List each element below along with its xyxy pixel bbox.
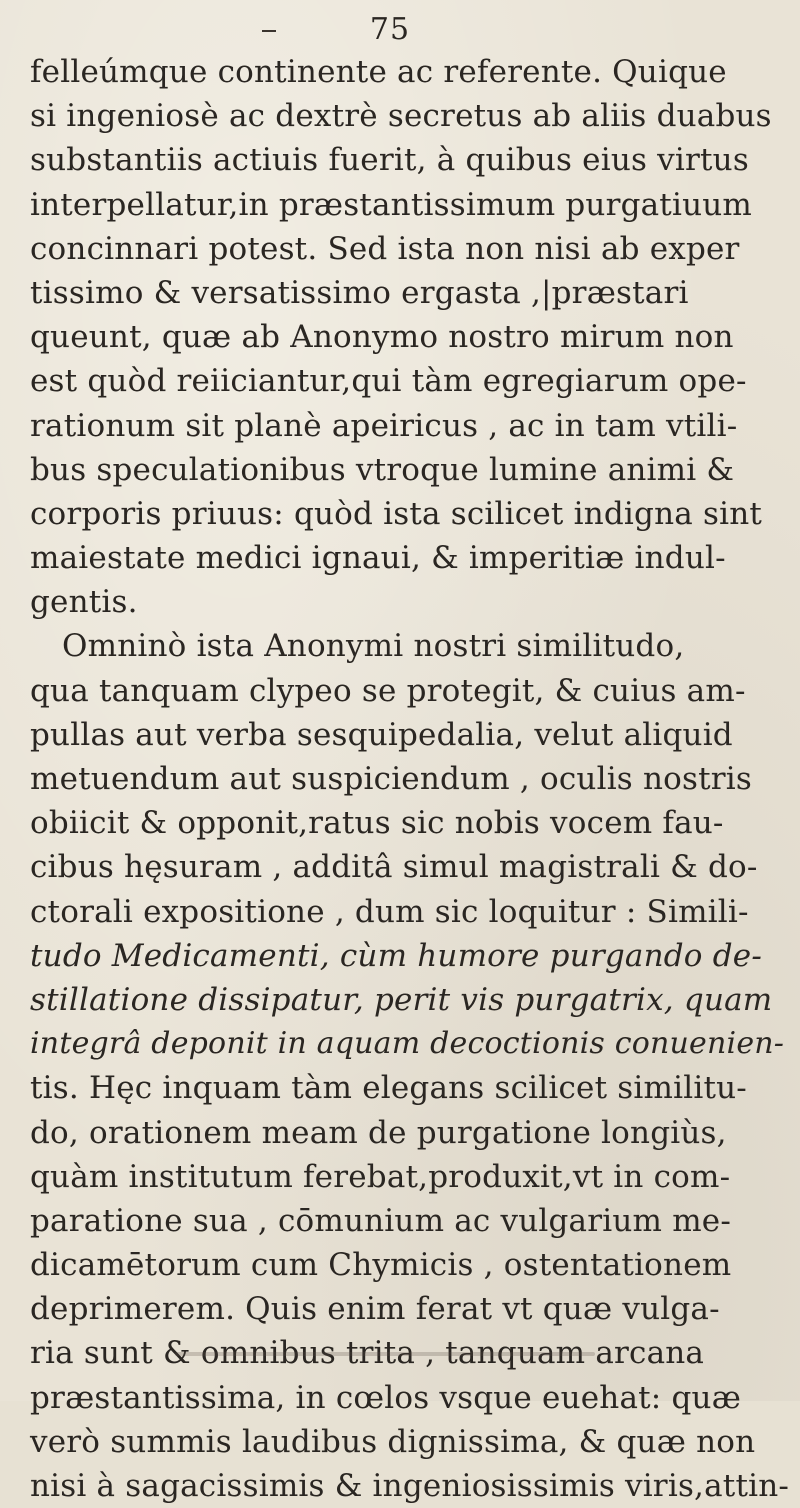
text-line: substantiis actiuis fuerit, à quibus eius virtus [30,142,749,179]
header-dash [262,30,276,32]
text-line: concinnari potest. Sed ista non nisi ab exper [30,230,740,267]
paragraph-start-line: Omninò ista Anonymi nostri similitudo, [62,628,685,665]
text-line: dicamētorum cum Chymicis , ostentationem [30,1247,732,1284]
text-line: est quòd reiiciantur,qui tàm egregiarum ope- [30,363,747,400]
text-line: maiestate medici ignaui, & imperitiæ indul- [30,540,726,577]
quotation-line: integrâ deponit in aquam decoctionis conuenien- [30,1026,785,1062]
page-number: 75 [369,12,411,47]
bleed-through-smudge [175,1352,595,1356]
text-line: nisi à sagacissimis & ingeniosissimis viris,attin- [30,1468,790,1504]
body-text [30,50,792,1508]
text-line: præstantissima, in cœlos vsque euehat: quæ [30,1379,742,1416]
text-line: qua tanquam clypeo se protegit, & cuius am- [30,672,746,709]
text-line: quàm institutum ferebat,produxit,vt in com- [30,1158,731,1195]
text-line: obiicit & opponit,ratus sic nobis vocem fau- [30,805,724,842]
text-line: do, orationem meam de purgatione longiùs, [30,1114,727,1151]
text-line: si ingeniosè ac dextrè secretus ab aliis duabus [30,98,772,135]
text-line: pullas aut verba sesquipedalia, velut aliquid [30,716,733,753]
text-line: verò summis laudibus dignissima, & quæ non [30,1423,756,1460]
text-line: cibus hęsuram , additâ simul magistrali & do- [30,849,758,886]
text-line: felleúmque continente ac referente. Quique [30,54,727,90]
text-line: tissimo & versatissimo ergasta ,|præstari [30,274,689,311]
text-line: ria sunt & omnibus trita , tanquam arcana [30,1335,705,1372]
text-line: bus speculationibus vtroque lumine animi & [30,451,735,488]
quotation-line: tudo Medicamenti, cùm humore purgando de- [30,937,762,974]
quotation-line: stillatione dissipatur, perit vis purgatrix, quam [30,981,773,1018]
text-line: paratione sua , cōmunium ac vulgarium me- [30,1202,732,1239]
text-line: deprimerem. Quis enim ferat vt quæ vulga- [30,1291,720,1328]
text-line: tis. Hęc inquam tàm elegans scilicet similitu- [30,1070,747,1107]
text-line: gentis. [30,584,138,621]
text-line: rationum sit planè apeiricus , ac in tam vtili- [30,407,738,444]
text-line: metuendum aut suspiciendum , oculis nostris [30,761,753,797]
text-line: queunt, quæ ab Anonymo nostro mirum non [30,319,734,356]
text-line: corporis priuus: quòd ista scilicet indigna sint [30,495,763,532]
text-line: interpellatur,in præstantissimum purgatiuum [30,186,753,223]
text-line: ctorali expositione , dum sic loquitur : Simili- [30,893,749,930]
